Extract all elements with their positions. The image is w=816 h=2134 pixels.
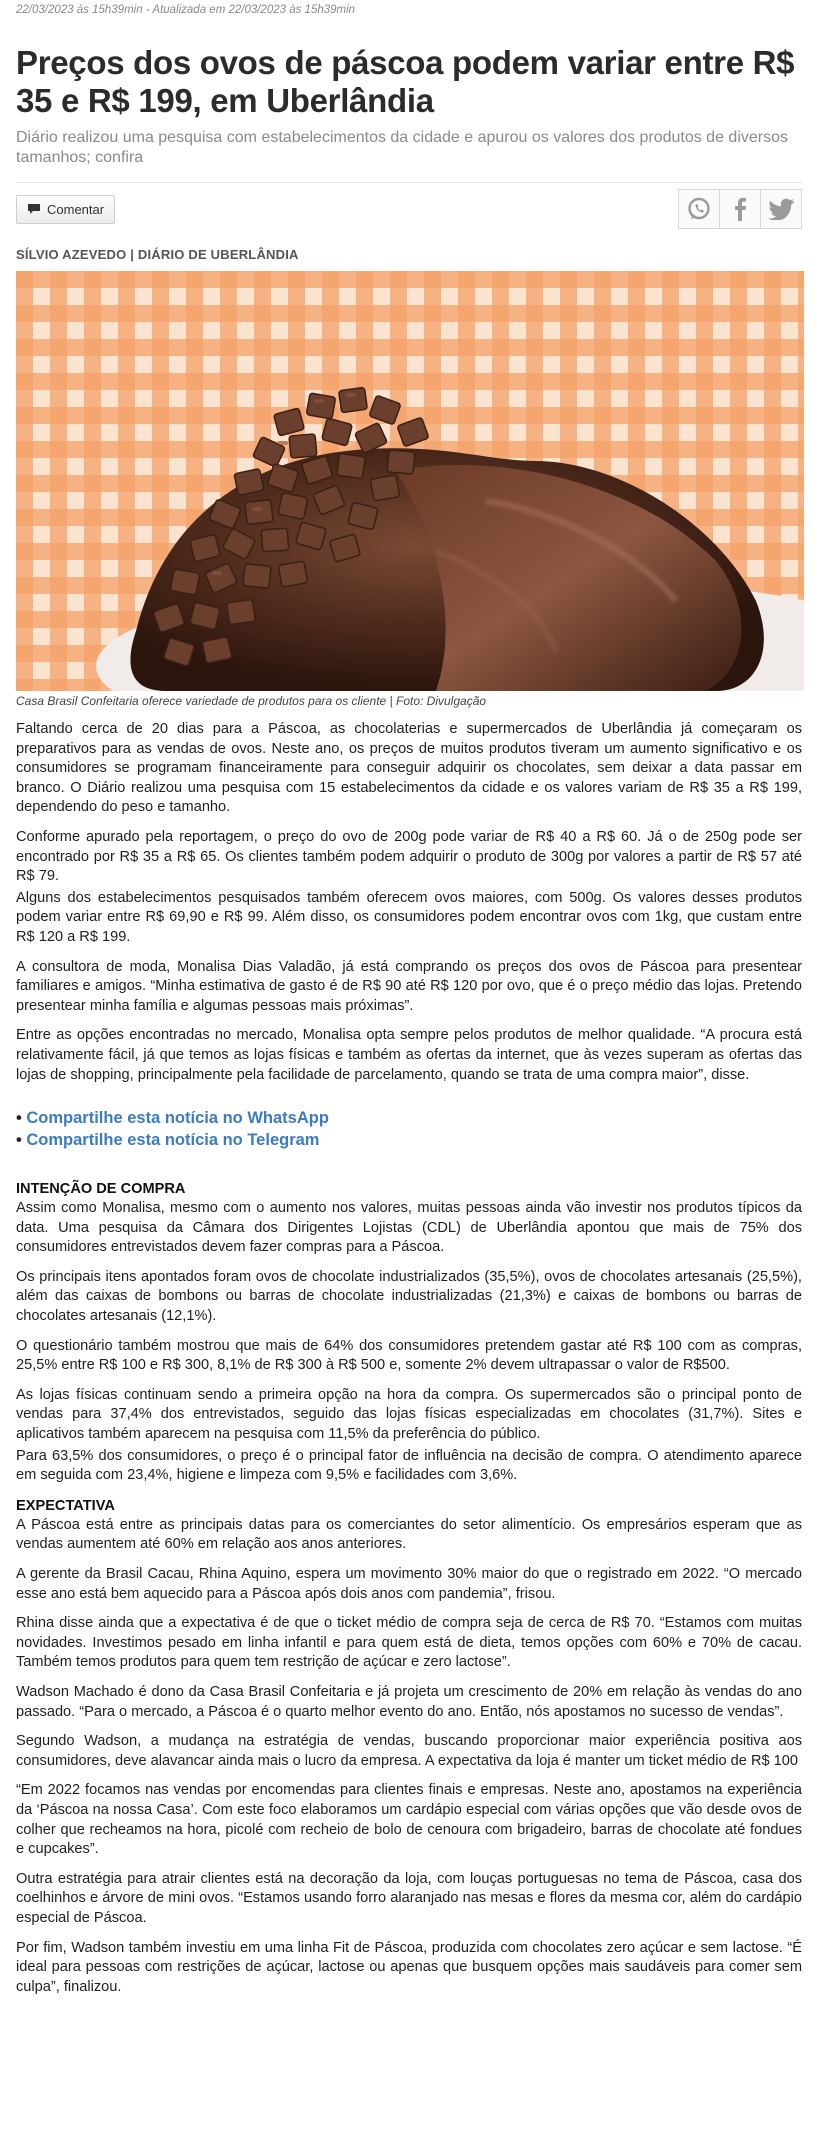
comment-button[interactable]: [16, 195, 115, 224]
speech-bubble-icon: [27, 203, 41, 215]
page-title: Preços dos ovos de páscoa podem variar entre R$ 35 e R$ 199, em Uberlândia: [16, 44, 795, 119]
whatsapp-icon: [686, 196, 712, 222]
body-paragraph: Para 63,5% dos consumidores, o preço é o principal fator de influência na decisão de compra. O atendimento aparece em seguida com 23,4%, higiene e limpeza com 9,5% e facilidades com 3,6%.: [16, 1447, 802, 1484]
facebook-share-button[interactable]: [719, 189, 761, 229]
body-paragraph: Assim como Monalisa, mesmo com o aumento nos valores, muitas pessoas ainda vão investir nos produtos típicos da data. Uma pesquisa da Câmara dos Dirigentes Lojistas (CDL) de Uberlândia apontou que mais de 75% dos consumidores entrevistados devem fazer compras para a Páscoa.: [16, 1200, 802, 1256]
body-paragraph: Conforme apurado pela reportagem, o preço do ovo de 200g pode variar de R$ 40 a R$ 60. Já o de 250g pode ser encontrado por R$ 35 a R$ 65. Os clientes também podem adquirir o produto de 300g por valores a partir de R$ 57 até R$ 79.: [16, 828, 802, 885]
body-paragraph: “Em 2022 focamos nas vendas por encomendas para clientes finais e empresas. Neste ano, apostamos na experiência da ‘Páscoa na nossa Casa’. Com este foco elaboramos um cardápio especial com várias opções que vão desde ovos de colher que recheamos na hora, picolé com recheio de bolo de cenoura com brigadeiro, barras de chocolate até fondues e cupcakes”.: [16, 1782, 802, 1858]
telegram-share-link[interactable]: • Compartilhe esta notícia no Telegram: [16, 1131, 320, 1150]
body-paragraph: Entre as opções encontradas no mercado, Monalisa opta sempre pelos produtos de melhor qualidade. “A procura está relativamente fácil, já que temos as lojas físicas e também as ofertas da internet, que às vezes superam as ofertas das lojas de shopping, principalmente pela facilidade de parcelamento, quando se trata de uma compra maior”, disse.: [16, 1027, 802, 1083]
section-heading: INTENÇÃO DE COMPRA: [16, 1181, 186, 1198]
section-heading: EXPECTATIVA: [16, 1497, 115, 1514]
body-paragraph: Outra estratégia para atrair clientes está na decoração da loja, com louças portuguesas no tema de Páscoa, casa dos coelhinhos e árvore de mini ovos. “Estamos usando forro alaranjado nas mesas e flores da mesma cor, além do cardápio especial de Páscoa.: [16, 1870, 802, 1926]
body-paragraph: A consultora de moda, Monalisa Dias Valadão, já está comprando os preços dos ovos de Páscoa para presentear familiares e amigos. “Minha estimativa de gasto é de R$ 90 até R$ 120 por ovo, que é o preço médio das lojas. Pretendo presentear minha família e algumas pessoas mais próximas”.: [16, 958, 802, 1014]
body-paragraph: Faltando cerca de 20 dias para a Páscoa, as chocolaterias e supermercados de Uberlândia já começaram os preparativos para as vendas de ovos. Neste ano, os preços de muitos produtos tiveram um aumento significativo e os consumidores se programam financeiramente para conseguir adquirir os chocolates, sem deixar a data passar em branco. O Diário realizou uma pesquisa com 15 estabelecimentos da cidade e os valores variam de R$ 35 a R$ 199, dependendo do peso e tamanho.: [16, 721, 802, 816]
whatsapp-share-button[interactable]: [678, 189, 720, 229]
share-links: [16, 1107, 802, 1151]
body-paragraph: Wadson Machado é dono da Casa Brasil Confeitaria e já projeta um crescimento de 20% em relação às vendas do ano passado. “Para o mercado, a Páscoa é o quarto melhor evento do ano. Então, nós apostamos no sucesso de vendas”.: [16, 1683, 802, 1720]
body-paragraph: Por fim, Wadson também investiu em uma linha Fit de Páscoa, produzida com chocolates zero açúcar e sem lactose. “É ideal para pessoas com restrições de açúcar, lactose ou apenas que busquem opções mais saudáveis para comer sem culpa”, finalizou.: [16, 1939, 802, 1995]
article-image: [16, 271, 804, 691]
body-paragraph: Os principais itens apontados foram ovos de chocolate industrializados (35,5%), ovos de chocolates artesanais (25,5%), além das caixas de bombons ou barras de chocolate industrializadas (21,3%) e caixas de bombons ou barras de chocolates artesanais (12,1%).: [16, 1268, 802, 1325]
article-toolbar: [16, 183, 802, 235]
comment-label: Comentar: [47, 201, 105, 217]
twitter-share-button[interactable]: [760, 189, 802, 229]
article: [14, 0, 802, 1997]
body-paragraph: Rhina disse ainda que a expectativa é de que o ticket médio de compra seja de cerca de R$ 70. “Estamos com muitas novidades. Investimos pesado em linha infantil e para quem está de dieta, temos opções com 60% e 70% de cacau. Também temos produtos para quem tem restrição de açúcar e zero lactose”.: [16, 1615, 802, 1671]
author-byline: SÍLVIO AZEVEDO | DIÁRIO DE UBERLÂNDIA: [16, 247, 299, 262]
body-paragraph: As lojas físicas continuam sendo a primeira opção na hora da compra. Os supermercados são o principal ponto de vendas para 37,4% dos entrevistados, seguido das lojas físicas especializadas em chocolates (31,7%). Sites e aplicativos também aparecem na pesquisa com 11,5% da preferência do público.: [16, 1386, 802, 1443]
body-paragraph: Segundo Wadson, a mudança na estratégia de vendas, buscando proporcionar maior experiência positiva aos consumidores, deve alavancar ainda mais o lucro da empresa. A expectativa da loja é manter um ticket médio de R$ 100: [16, 1733, 802, 1769]
body-paragraph: A Páscoa está entre as principais datas para os comerciantes do setor alimentício. Os empresários esperam que as vendas aumentem até 60% em relação aos anos anteriores.: [16, 1516, 802, 1553]
publish-dates: 22/03/2023 às 15h39min - Atualizada em 22/03/2023 às 15h39min: [16, 4, 356, 16]
facebook-icon: [730, 196, 750, 222]
twitter-icon: [767, 198, 795, 220]
share-buttons: [679, 189, 802, 229]
body-paragraph: O questionário também mostrou que mais de 64% dos consumidores pretendem gastar até R$ 100 com as compras, 25,5% entre R$ 100 e R$ 300, 8,1% de R$ 300 à R$ 500 e, somente 2% devem ultrapassar o valor de R$500.: [16, 1337, 802, 1374]
body-paragraph: Alguns dos estabelecimentos pesquisados também oferecem ovos maiores, com 500g. Os valores desses produtos podem variar entre R$ 69,90 e R$ 99. Além disso, os consumidores podem encontrar ovos com 1kg, que custam entre R$ 120 a R$ 199.: [16, 889, 802, 945]
image-caption: Casa Brasil Confeitaria oferece variedade de produtos para os cliente | Foto: Divulgação: [16, 694, 487, 708]
article-subtitle: Diário realizou uma pesquisa com estabelecimentos da cidade e apurou os valores dos produtos de diversos tamanhos; confira: [16, 129, 788, 166]
body-paragraph: A gerente da Brasil Cacau, Rhina Aquino, espera um movimento 30% maior do que o registrado em 2022. “O mercado esse ano está bem aquecido para a Páscoa após dois anos com pandemia”, frisou.: [16, 1566, 802, 1602]
article-body: [16, 720, 802, 1997]
whatsapp-share-link[interactable]: • Compartilhe esta notícia no WhatsApp: [16, 1109, 329, 1128]
